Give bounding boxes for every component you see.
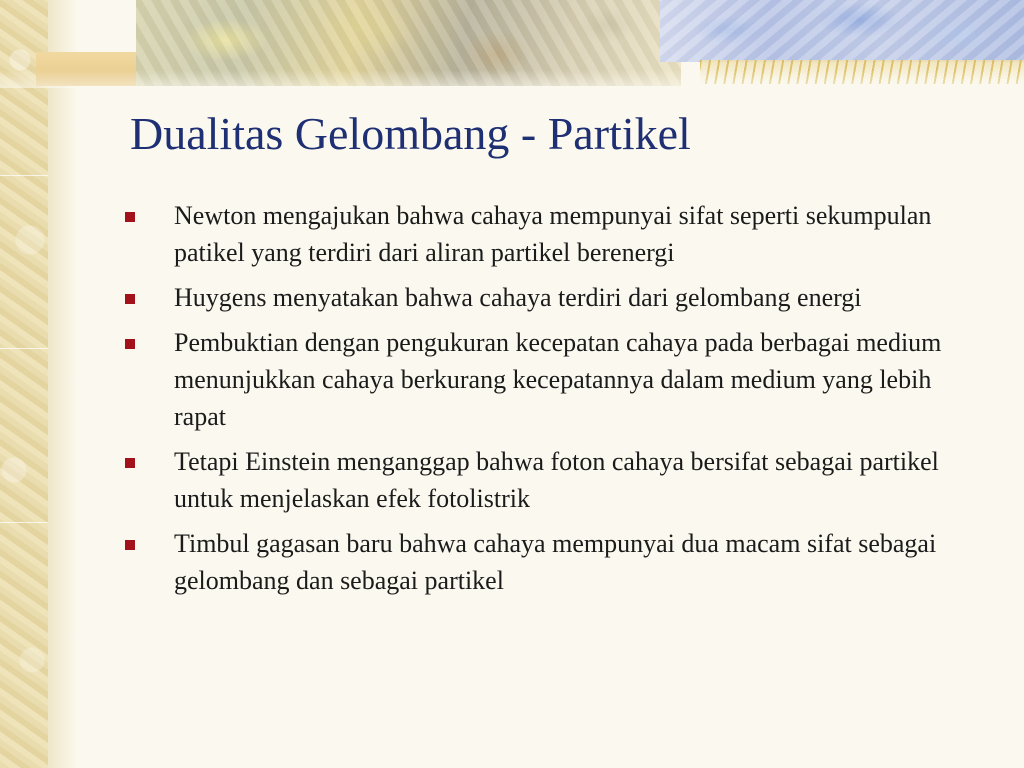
bullet-item	[122, 279, 982, 316]
top-decorative-banner	[0, 0, 1024, 88]
strip-seam	[0, 522, 48, 523]
square-bullet-icon	[125, 540, 135, 550]
left-decorative-strip	[0, 0, 48, 768]
bullet-item	[122, 197, 982, 271]
banner-fade	[0, 70, 1024, 88]
strip-seam	[0, 175, 48, 176]
square-bullet-icon	[125, 294, 135, 304]
bullet-text: Huygens menyatakan bahwa cahaya terdiri dari gelombang energi	[174, 283, 862, 312]
square-bullet-icon	[125, 339, 135, 349]
banner-blue-image	[660, 0, 1024, 62]
bullet-text: Newton mengajukan bahwa cahaya mempunyai sifat seperti sekumpulan patikel yang terdiri dari aliran partikel berenergi	[174, 201, 932, 267]
left-strip-fade	[48, 0, 78, 768]
bullet-item	[122, 525, 982, 599]
bullet-item	[122, 443, 982, 517]
bullet-item	[122, 324, 982, 435]
bullet-text: Tetapi Einstein menganggap bahwa foton cahaya bersifat sebagai partikel untuk menjelaskan efek fotolistrik	[174, 447, 939, 513]
bullet-list	[122, 197, 982, 607]
bullet-text: Timbul gagasan baru bahwa cahaya mempunyai dua macam sifat sebagai gelombang dan sebagai partikel	[174, 529, 937, 595]
slide-title: Dualitas Gelombang - Partikel	[130, 108, 691, 159]
strip-seam	[0, 348, 48, 349]
square-bullet-icon	[125, 458, 135, 468]
bullet-text: Pembuktian dengan pengukuran kecepatan cahaya pada berbagai medium menunjukkan cahaya berkurang kecepatannya dalam medium yang lebih rapat	[174, 328, 942, 431]
square-bullet-icon	[125, 212, 135, 222]
